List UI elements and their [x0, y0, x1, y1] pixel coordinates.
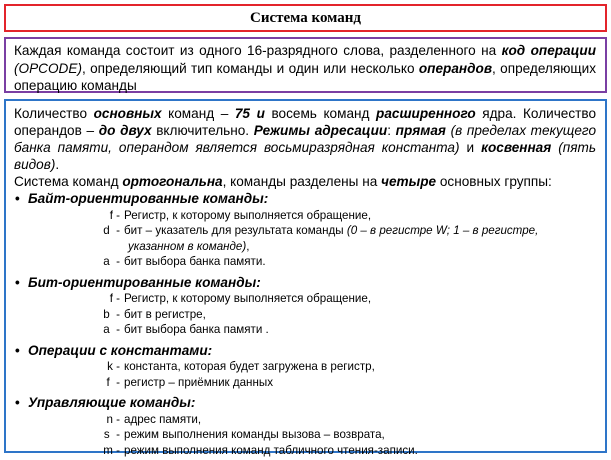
p1-text: включительно. — [151, 123, 254, 138]
list-item-wrap — [14, 239, 596, 255]
operand-desc: бит выбора банка памяти . — [124, 323, 269, 336]
group-control-commands-items — [14, 412, 596, 459]
operand-desc: , — [246, 239, 250, 253]
list-item — [14, 359, 596, 375]
operand-desc: адрес памяти, — [124, 412, 202, 426]
p1-text: восемь команд — [264, 106, 377, 121]
instruction-set-box — [4, 99, 607, 457]
p2-text: основных группы: — [436, 174, 552, 189]
orthogonal-paragraph — [14, 173, 596, 190]
group-control-commands — [14, 394, 596, 412]
slide-title-box — [4, 4, 607, 32]
operand-key: a - — [103, 323, 120, 336]
opcode-abbrev: (OPCODE) — [14, 60, 82, 76]
p1-addressing-modes: Режимы адресации — [253, 123, 388, 138]
operand-key: n - — [106, 412, 120, 426]
operand-key: b - — [103, 307, 120, 321]
operand-key: a - — [103, 255, 120, 268]
group-title: Управляющие команды: — [28, 395, 196, 410]
operand-desc-note: (0 – в регистре W; 1 – в регистре, — [346, 224, 539, 237]
group-byte-oriented — [14, 190, 596, 208]
p1-up-to-two: до двух — [98, 123, 152, 138]
list-item — [14, 291, 596, 307]
p1-direct-note: (в пределах текущего банка памяти, операндом является восьмиразрядная константа) — [14, 123, 597, 155]
operand-desc: Регистр, к которому выполняется обращение, — [124, 292, 372, 305]
operand-desc: бит в регистре, — [124, 307, 206, 321]
p1-text: и — [459, 140, 482, 155]
p2-text: , команды разделены на — [222, 174, 382, 189]
operand-key: f - — [109, 292, 120, 305]
list-item — [14, 412, 596, 428]
opcode-text-2: , определяющий тип команды и один или несколько — [81, 60, 419, 76]
operand-key: k - — [107, 360, 120, 373]
operand-desc-note: указанном в команде) — [128, 239, 247, 253]
list-item — [14, 322, 596, 338]
group-title: Операции с константами: — [28, 342, 213, 358]
group-constant-operations — [14, 342, 596, 360]
operand-desc: режим выполнения команды вызова – возврата, — [124, 428, 385, 441]
list-item — [14, 208, 596, 224]
operand-key: f - — [106, 375, 120, 389]
list-item — [14, 307, 596, 323]
p2-orthogonal: ортогональна — [122, 174, 223, 189]
group-constant-operations-items — [14, 359, 596, 390]
p2-four: четыре — [381, 174, 437, 189]
group-byte-oriented-items — [14, 208, 596, 270]
operand-desc: регистр – приёмник данных — [124, 375, 273, 389]
p1-indirect-note: (пять видов) — [14, 140, 596, 172]
slide-title: Система команд — [249, 9, 362, 26]
p1-text: Количество — [14, 106, 94, 121]
opcode-text-1: Каждая команда состоит из одного 16-разрядного слова, разделенного на — [14, 43, 502, 58]
operand-desc: бит выбора банка памяти. — [124, 255, 266, 268]
instruction-count-paragraph — [14, 105, 596, 173]
p2-text: Система команд — [14, 174, 123, 189]
operand-key: d - — [103, 224, 120, 237]
operand-desc: режим выполнения команд табличного чтения-записи. — [124, 443, 418, 457]
group-bit-oriented — [14, 274, 596, 292]
list-item — [14, 427, 596, 443]
operand-desc: Регистр, к которому выполняется обращение, — [124, 208, 372, 222]
group-title: Байт-ориентированные команды: — [28, 191, 269, 206]
opcode-term: код операции — [501, 43, 597, 58]
operand-key: s - — [103, 428, 120, 441]
p1-count: 75 и — [234, 106, 265, 121]
operand-key: m - — [103, 443, 120, 457]
list-item — [14, 254, 596, 270]
p1-indirect: косвенная — [481, 140, 552, 155]
p1-basic: основных — [93, 106, 162, 121]
list-item — [14, 375, 596, 391]
bullet-icon: • — [15, 191, 20, 206]
operand-desc: бит – указатель для результата команды — [124, 224, 347, 237]
p1-text: ядра. Количество операндов – — [14, 106, 597, 138]
opcode-text-3: , определяющих операцию команды — [14, 60, 596, 93]
opcode-description-box — [4, 37, 607, 93]
bullet-icon: • — [15, 274, 20, 290]
p1-text: . — [55, 157, 60, 172]
list-item — [14, 223, 596, 239]
operand-key: f - — [109, 208, 120, 222]
p1-extended: расширенного — [376, 106, 476, 121]
group-title: Бит-ориентированные команды: — [28, 274, 261, 290]
p1-text: : — [387, 123, 396, 138]
list-item — [14, 443, 596, 459]
bullet-icon: • — [15, 342, 20, 358]
operand-desc: константа, которая будет загружена в регистр, — [124, 360, 375, 373]
p1-direct: прямая — [395, 123, 446, 138]
p1-text: команд – — [161, 106, 235, 121]
operands-term: операндов — [418, 60, 493, 76]
bullet-icon: • — [15, 395, 20, 410]
group-bit-oriented-items — [14, 291, 596, 338]
